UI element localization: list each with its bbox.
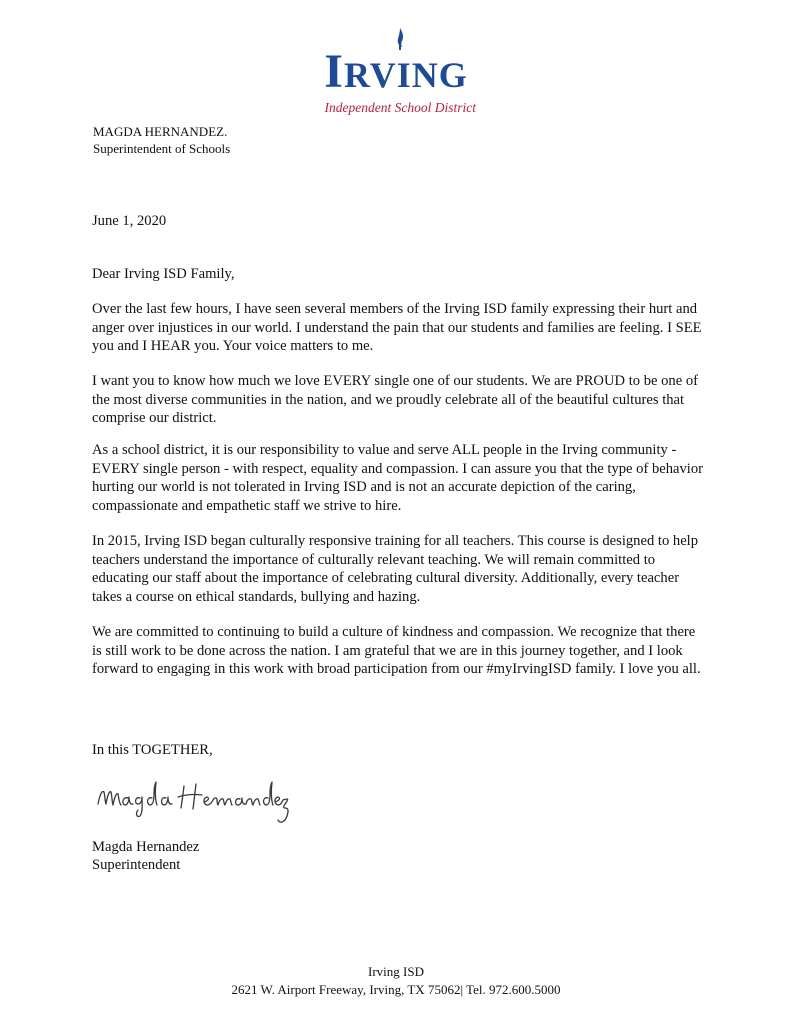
signer-name: Magda Hernandez	[92, 839, 200, 855]
district-logo	[316, 28, 476, 120]
letterhead-title: Superintendent of Schools	[93, 141, 231, 156]
letterhead	[93, 123, 230, 157]
signer-title: Superintendent	[92, 857, 181, 873]
footer-address: 2621 W. Airport Freeway, Irving, TX 75062| Tel. 972.600.5000	[231, 982, 561, 997]
closing: In this TOGETHER,	[92, 742, 213, 758]
logo-subtitle: Independent School District	[324, 100, 476, 115]
body-paragraph-2: I want you to know how much we love EVERY single one of our students. We are PROUD to be one of the most diverse communities in the nation, and we proudly celebrate all of the beautiful cultures that comprise our district.	[92, 373, 698, 427]
body-paragraph-5: We are committed to continuing to build a culture of kindness and compassion. We recognize that there is still work to be done across the nation. I am grateful that we are in this journey together, and I look forward to engaging in this work with broad participation from our #myIrvingISD family. I love you all.	[92, 624, 701, 678]
letter-date: June 1, 2020	[92, 213, 167, 229]
body-paragraph-3: As a school district, it is our responsibility to value and serve ALL people in the Irving community - EVERY single person - with respect, equality and compassion. I can assure you that the type of behavior hurting our world is not tolerated in Irving ISD and is not an accurate depiction of the caring, compassionate and empathetic staff we strive to hire.	[92, 442, 704, 514]
salutation: Dear Irving ISD Family,	[92, 266, 235, 282]
letterhead-name: MAGDA HERNANDEZ.	[93, 124, 228, 139]
footer-org: Irving ISD	[368, 964, 424, 979]
handwritten-signature	[92, 772, 292, 832]
body-paragraph-1: Over the last few hours, I have seen several members of the Irving ISD family expressing their hurt and anger over injustices in our world. I understand the pain that our students and families are feeling. I SEE you and I HEAR you. Your voice matters to me.	[92, 301, 702, 355]
logo-wordmark: IRVING	[324, 45, 468, 98]
body-paragraph-4: In 2015, Irving ISD began culturally responsive training for all teachers. This course is designed to help teachers understand the importance of culturally relevant teaching. We will remain committed to educating our staff about the importance of celebrating cultural diversity. Additionally, every teacher takes a course on ethical standards, bullying and hazing.	[92, 533, 699, 605]
